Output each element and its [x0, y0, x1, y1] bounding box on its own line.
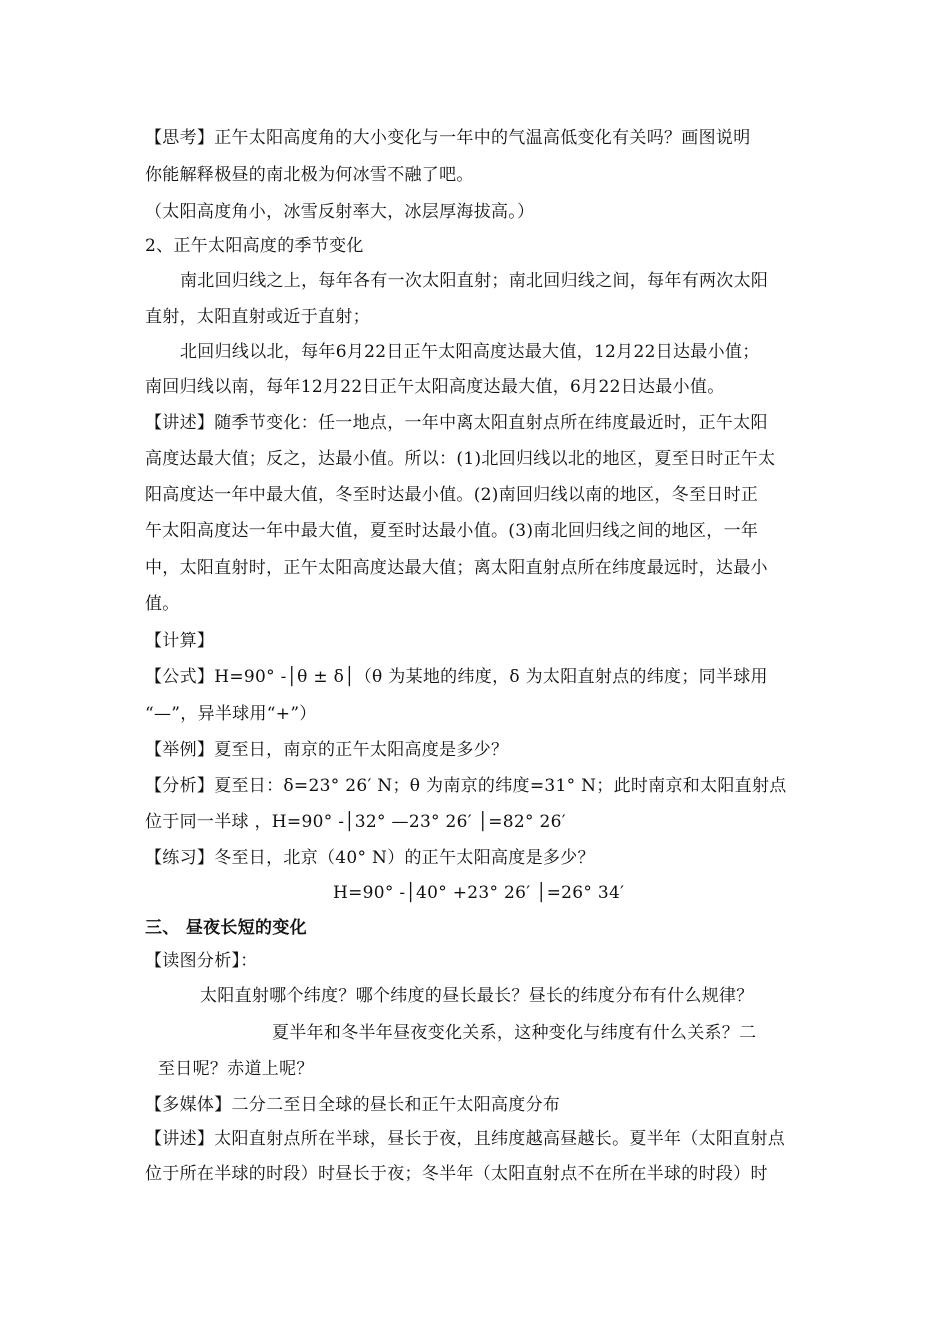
- text-line: “—”，异半球用“+”）: [145, 704, 317, 724]
- text-line: 【分析】夏至日：δ=23° 26′ N；θ 为南京的纬度=31° N；此时南京和太阳直射点: [145, 776, 787, 796]
- text-line: 位于同一半球 ，H=90° -│32° —23° 26′ │=82° 26′: [145, 812, 566, 832]
- text-line: 北回归线以北，每年6月22日正午太阳高度达最大值，12月22日达最小值；: [180, 342, 760, 362]
- text-line: 【举例】夏至日，南京的正午太阳高度是多少？: [145, 740, 509, 760]
- text-line: 太阳直射哪个纬度？哪个纬度的昼长最长？昼长的纬度分布有什么规律？: [200, 986, 754, 1006]
- text-line: 【思考】正午太阳高度角的大小变化与一年中的气温高低变化有关吗？画图说明: [145, 128, 751, 148]
- text-line: 直射，太阳直射或近于直射；: [145, 307, 370, 327]
- formula-line: H=90° -│40° +23° 26′ │=26° 34′: [333, 883, 625, 903]
- text-line: （太阳高度角小，冰雪反射率大，冰层厚海拔高。）: [145, 202, 535, 222]
- text-line: 【读图分析】：: [145, 951, 258, 971]
- text-line: 至日呢？赤道上呢？: [158, 1059, 314, 1079]
- section-heading: 三、 昼夜长短的变化: [145, 918, 307, 938]
- text-line: 南北回归线之上，每年各有一次太阳直射；南北回归线之间，每年有两次太阳: [180, 271, 769, 291]
- text-line: 【多媒体】二分二至日全球的昼长和正午太阳高度分布: [145, 1095, 561, 1115]
- text-line: 你能解释极昼的南北极为何冰雪不融了吧。: [145, 165, 474, 185]
- text-line: 中，太阳直射时，正午太阳高度达最大值；离太阳直射点所在纬度最远时，达最小: [145, 558, 768, 578]
- text-line: 【讲述】太阳直射点所在半球，昼长于夜，且纬度越高昼越长。夏半年（太阳直射点: [145, 1129, 786, 1149]
- text-line: 南回归线以南，每年12月22日正午太阳高度达最大值，6月22日达最小值。: [145, 377, 725, 397]
- formula-line: 【公式】H=90° -│θ ± δ│（θ 为某地的纬度，δ 为太阳直射点的纬度；同半球用: [145, 667, 768, 687]
- text-line: 【讲述】随季节变化：任一地点，一年中离太阳直射点所在纬度最近时，正午太阳: [145, 413, 768, 433]
- text-line: 阳高度达一年中最大值，冬至时达最小值。(2)南回归线以南的地区，冬至日时正: [145, 485, 759, 505]
- text-line: 高度达最大值；反之，达最小值。所以：(1)北回归线以北的地区，夏至日时正午太: [145, 449, 776, 469]
- text-line: 午太阳高度达一年中最大值，夏至时达最小值。(3)南北回归线之间的地区，一年: [145, 521, 759, 541]
- text-line: 值。: [145, 594, 180, 614]
- text-line: 夏半年和冬半年昼夜变化关系，这种变化与纬度有什么关系？二: [272, 1023, 757, 1043]
- text-line: 【练习】冬至日，北京（40° N）的正午太阳高度是多少？: [145, 848, 595, 868]
- text-line: 位于所在半球的时段）时昼长于夜；冬半年（太阳直射点不在所在半球的时段）时: [145, 1164, 768, 1184]
- text-line: 【计算】: [145, 631, 215, 651]
- section-heading: 2、正午太阳高度的季节变化: [145, 236, 364, 256]
